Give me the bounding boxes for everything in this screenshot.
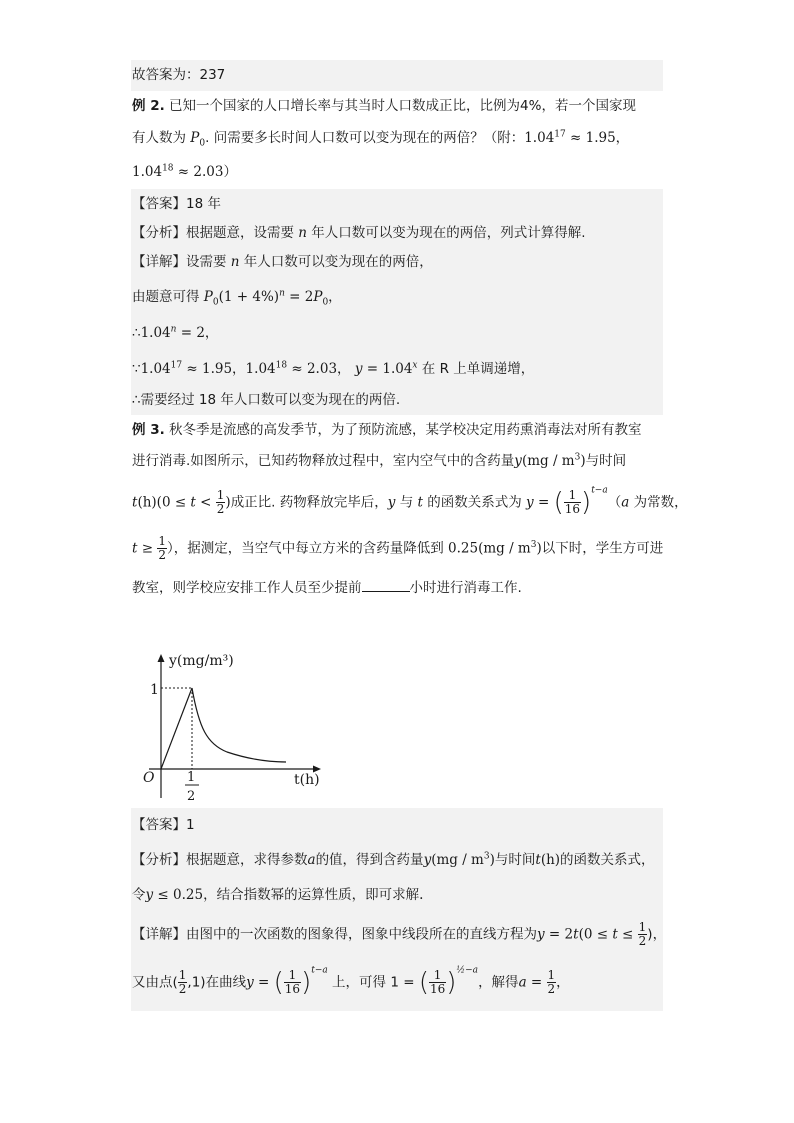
analysis-label: 【分析】 [132,225,186,241]
text-span: ，解得 [478,974,519,991]
y-axis-arrow [158,654,165,662]
example3-line4 [131,531,663,573]
number: ≤ 0.25，结合指数幂的运算性质，即可求解. [153,887,424,903]
number: (mg / m [521,453,575,469]
fraction-sixteenth [284,969,301,996]
text-span: 令 [132,887,146,903]
number: = 2 [544,926,574,943]
number: ) [580,453,586,469]
example3-answer [131,808,663,843]
superscript: x [412,360,418,371]
number: = 2 [284,289,314,305]
example3-line3 [131,479,688,531]
text-span: 为常数， [629,494,688,511]
x-axis-label: t(h) [294,772,320,788]
fraction-half [178,969,188,996]
math-var: t [132,540,138,557]
number: ∵1.04 [132,361,171,377]
number: (1 + 4%) [218,289,280,305]
number: ≈ 1.95， [565,130,630,146]
subscript: 0 [199,138,206,149]
example2-line3 [131,159,663,189]
text-span: 有人数为 [132,130,186,146]
numerator: 1 [158,534,166,548]
text-span: 成正比. 药物释放完毕后， [230,494,388,511]
text-span: 与 [395,494,418,511]
example2-detail [131,247,663,277]
equation-line-3 [131,351,663,387]
denominator: 2 [216,502,225,517]
document-body [131,60,688,606]
math-var: P [313,289,323,305]
numerator: 1 [178,968,187,982]
detail-label: 【详解】 [132,254,186,270]
number: 1.04 [132,164,163,180]
text-span: 由图中的一次函数的图象得，图象中线段所在的直线方程为 [186,926,537,943]
paren: ( [418,967,429,998]
math-var: t [190,494,196,511]
denominator: 16 [284,982,301,997]
example3-detail [131,915,667,959]
math-var: a [307,852,316,868]
math-var: y [354,361,363,377]
example2-answer [131,189,663,218]
paren: ) [301,967,312,998]
text-span: ， [328,289,342,305]
number: 1.04 [524,130,555,146]
text-span: 根据题意，求得参数 [186,852,308,868]
text-span: 与时间 [585,453,627,469]
numerator: 1 [638,920,647,934]
math-var: y [145,887,154,903]
example3-line1 [131,415,663,445]
solution-section [131,808,667,1011]
answer-blank [362,579,410,592]
math-var: P [203,289,213,305]
answer-text: 故答案为：237 [132,67,226,83]
math-var: t [132,494,138,511]
conclusion-text: ∴需要经过 18 年人口数可以变为现在的两倍. [132,392,401,408]
text-span: 上，可得 1 = [327,974,419,991]
number: (h) [540,852,561,868]
equation-line-2 [131,317,663,351]
paren: ( [273,967,284,998]
text-span: 在 R 上单调递增， [417,361,535,377]
paren: ( [553,487,564,518]
origin-label: O [143,770,155,786]
example3-label: 例 3. [132,422,165,438]
text-span: 又由点( [132,974,178,991]
y-tick-label: 1 [150,682,159,698]
number: 0.25 [448,540,479,557]
number: < [195,494,216,511]
text-span: 小时进行消毒工作. [409,580,522,596]
math-var: y [387,494,396,511]
paren: ) [446,967,457,998]
denominator: 2 [638,934,647,949]
text-span: 年人口数可以变为现在的两倍，列式计算得解. [307,225,586,241]
text-span: 年人口数可以变为现在的两倍， [239,254,433,270]
detail-label: 【详解】 [132,926,186,943]
number: (mg / m [431,852,484,868]
number: ≥ [137,540,158,557]
paren: ) [581,487,592,518]
text-span: 根据题意，设需要 [186,225,299,241]
math-var: t [612,926,618,943]
example2-text: 已知一个国家的人口增长率与其当时人口数成正比，比例为4%，若一个国家现 [169,98,636,114]
text-span: 进行消毒.如图所示，已知药物释放过程中，室内空气中的含药量 [132,453,515,469]
number: (mg / m [478,540,531,557]
number: = [253,974,274,991]
math-var: y [514,453,522,469]
equation-line-1 [131,277,663,317]
math-var: y [526,494,534,511]
denominator: 2 [547,982,556,997]
superscript: 17 [554,129,566,140]
superscript: 18 [275,360,288,371]
fraction-half [216,489,226,516]
concentration-graph [131,648,331,808]
number: = 2， [176,325,219,341]
example2-line1 [131,91,663,121]
text-span: ， [556,974,570,991]
text-span: 设需要 [186,254,231,270]
answer-text: 【答案】18 年 [132,196,221,212]
denominator: 2 [158,548,166,563]
example2-analysis [131,218,663,247]
text-span: 的函数关系式， [560,852,655,868]
number: = [526,974,547,991]
number: ≈ 1.95，1.04 [182,361,276,377]
text-span: 的值，得到含药量 [315,852,424,868]
text-span: . 问需要多长时间人口数可以变为现在的两倍？（附： [205,130,525,146]
fraction-sixteenth [429,969,446,996]
superscript: t−a [311,965,328,976]
text-span: ），据测定，当空气中每立方米的含药量降低到 [166,540,449,557]
denominator: 16 [564,502,581,517]
example2-label: 例 2. [132,98,165,114]
denominator: 16 [429,982,446,997]
math-var: t [417,494,423,511]
example3-detail-line2 [131,959,663,1011]
math-var: y [246,974,254,991]
superscript: 17 [170,360,183,371]
y-axis-label: y(mg/m³) [169,653,234,669]
denominator: 2 [178,982,187,997]
text-span: （ [607,494,622,511]
text-span: )， [647,926,667,943]
numerator: 1 [429,969,446,983]
fraction-half [638,921,648,948]
number: ≈ 2.03） [173,164,237,180]
fraction-sixteenth [564,489,581,516]
math-var: t [535,852,541,868]
math-var: n [298,225,307,241]
linear-segment [161,688,192,769]
text-span: 秋冬季是流感的高发季节，为了预防流感，某学校决定用药熏消毒法对所有教室 [169,422,642,438]
math-var: a [518,974,527,991]
superscript: n [170,324,177,335]
text-span: 与时间 [494,852,536,868]
fraction-half [157,535,167,562]
number: ) [489,852,495,868]
superscript: ½−a [456,965,479,976]
example2-conclusion [131,387,663,415]
numerator: 1 [284,969,301,983]
number: ) [225,494,231,511]
numerator: 1 [216,488,225,502]
text-span: ,1)在曲线 [187,974,247,991]
decay-curve [192,688,286,762]
numerator: 1 [564,489,581,503]
math-var: t [573,926,579,943]
number: ∴1.04 [132,325,171,341]
superscript: t−a [591,485,608,496]
example3-line5 [131,573,663,606]
example3-analysis [131,843,663,881]
number: (0 ≤ [578,926,613,943]
number: = [533,494,554,511]
example2-line2 [131,121,663,159]
x-tick-numerator: 1 [187,770,196,785]
superscript: 18 [162,163,174,174]
number: ) [536,540,542,557]
text-span: 以下时，学生方可进 [541,540,664,557]
fraction-half [547,969,557,996]
text-span: 的函数关系式为 [422,494,527,511]
numerator: 1 [547,968,556,982]
math-var: n [230,254,240,270]
text-span: 教室，则学校应安排工作人员至少提前 [132,580,362,596]
number: (h) [137,494,157,511]
math-var: a [621,494,630,511]
analysis-label: 【分析】 [132,852,186,868]
example3-line2 [131,445,663,479]
superscript: 3 [483,851,490,862]
math-var: y [537,926,545,943]
superscript: 3 [530,540,537,551]
number: = 1.04 [362,361,413,377]
subscript: 0 [212,297,219,308]
text-span: 由题意可得 [132,289,204,305]
x-tick-denominator: 2 [187,789,196,804]
superscript: n [279,288,285,299]
math-var: P [190,130,200,146]
example3-analysis-line2 [131,881,663,915]
number: ≤ [617,926,638,943]
subscript: 0 [322,297,329,308]
superscript: 3 [574,452,581,463]
number: (0 ≤ [156,494,191,511]
number: ≈ 2.03， [287,361,351,377]
answer-text: 【答案】1 [132,817,195,833]
math-var: y [423,852,432,868]
answer-line [131,60,663,91]
